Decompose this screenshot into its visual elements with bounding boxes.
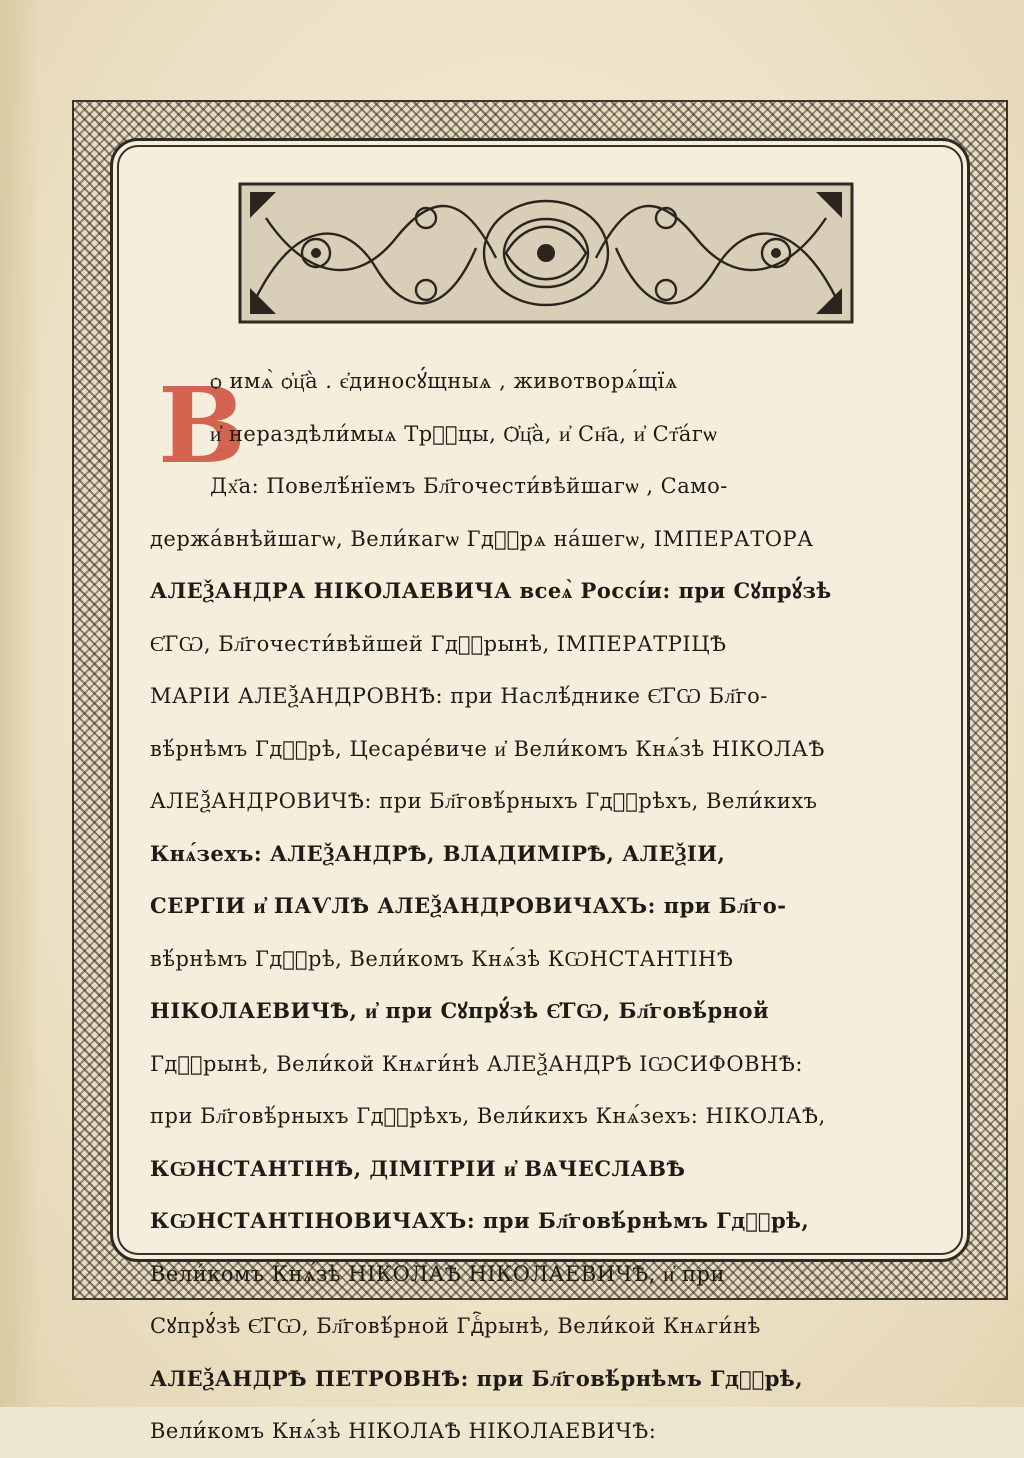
text-line: и҆ нераздѣли́мыѧ Трⷪ҇цы, Ѻ҆ц҃а̀, и҆ Сн҃а, и҆ Ст҃а́гѡ	[210, 421, 718, 446]
text-line: держа́внѣйшагѡ, Вели́кагѡ Гдⷭ҇рѧ на́шегѡ, ІМПЕРАТОРА	[150, 526, 814, 551]
text-line: АЛЕѮАНДРОВИЧѢ: при Бл҃говѣ́рныхъ Гдⷭ҇рѣхъ, Вели́кихъ	[150, 789, 818, 813]
text-line: вѣ́рнѣмъ Гдⷭ҇рѣ, Вели́комъ Кнѧ́зѣ КѠНСТАНТІНѢ	[150, 946, 734, 971]
text-line: Вели́комъ Кнѧ́зѣ НІКОЛАѢ НІКОЛАЕВИЧѢ:	[150, 1419, 657, 1443]
text-line: Дх҃а: Повелѣ́нїемъ Бл҃гочести́вѣйшагѡ , Само-	[210, 474, 728, 498]
text-line: АЛЕѮАНДРѢ ПЕТРОВНѢ: при Бл҃говѣ́рнѣмъ Гдⷭ҇рѣ,	[150, 1365, 804, 1391]
text-line: КѠНСТАНТІНОВИЧАХЪ: при Бл҃говѣ́рнѣмъ Гдⷭ҇рѣ,	[150, 1208, 810, 1233]
text-line: КѠНСТАНТІНѢ, ДІМІТРІИ и҆ ВѦЧЕСЛАВѢ	[150, 1155, 686, 1181]
text-line: Гдⷭ҇рынѣ, Вели́кой Кнѧги́нѣ АЛЕѮАНДРѢ ІѠСИФОВНѢ:	[150, 1051, 803, 1076]
floral-headpiece-icon	[236, 178, 856, 328]
text-line: при Бл҃говѣ́рныхъ Гдⷭ҇рѣхъ, Вели́кихъ Кнѧ́зехъ: НІКОЛАѢ,	[150, 1104, 826, 1128]
text-line: АЛЕѮАНДРА НІКОЛАЕВИЧА всеѧ̀ Россі́и: при Сꙋпрꙋ́зѣ	[150, 578, 832, 603]
text-line: Сꙋпрꙋ́зѣ Є҆ГѠ, Бл҃говѣ́рной Гдⷭ҇рынѣ, Вели́кой Кнѧги́нѣ	[150, 1314, 761, 1338]
body-text	[150, 355, 940, 1458]
text-line: Вели́комъ Кнѧ́зѣ НІКОЛАѢ НІКОЛАЕВИЧѢ, и҆ при	[150, 1261, 725, 1286]
text-line: ѻ имѧ̀ ѻ҆ц҃а̀ . є҆диносꙋ́щныѧ , животворѧ́щїѧ	[210, 369, 678, 393]
drop-cap-initial: В	[158, 364, 246, 487]
text-line: СЕРГІИ и҆ ПАѴЛѢ АЛЕѮАНДРОВИЧАХЪ: при Бл҃го-	[150, 893, 787, 918]
text-line: Є҆ГѠ, Бл҃гочести́вѣйшей Гдⷭ҇рынѣ, ІМПЕРАТРІЦѢ	[150, 631, 727, 656]
text-line: вѣ́рнѣмъ Гдⷭ҇рѣ, Цесаре́виче и҆ Вели́комъ Кнѧ́зѣ НІКОЛАѢ	[150, 736, 825, 761]
text-line: НІКОЛАЕВИЧѢ, и҆ при Сꙋпрꙋ́зѣ Є҆ГѠ, Бл҃говѣ́рной	[150, 998, 770, 1023]
page-gutter-shadow	[0, 0, 40, 1407]
headpiece-ornament	[236, 178, 856, 328]
text-line: Кнѧ́зехъ: АЛЕѮАНДРѢ, ВЛАДИМІРѢ, АЛЕѮІИ,	[150, 840, 726, 866]
text-line: МАРІИ АЛЕѮАНДРОВНѢ: при Наслѣ́днике Є҆ГѠ Бл҃го-	[150, 684, 768, 708]
